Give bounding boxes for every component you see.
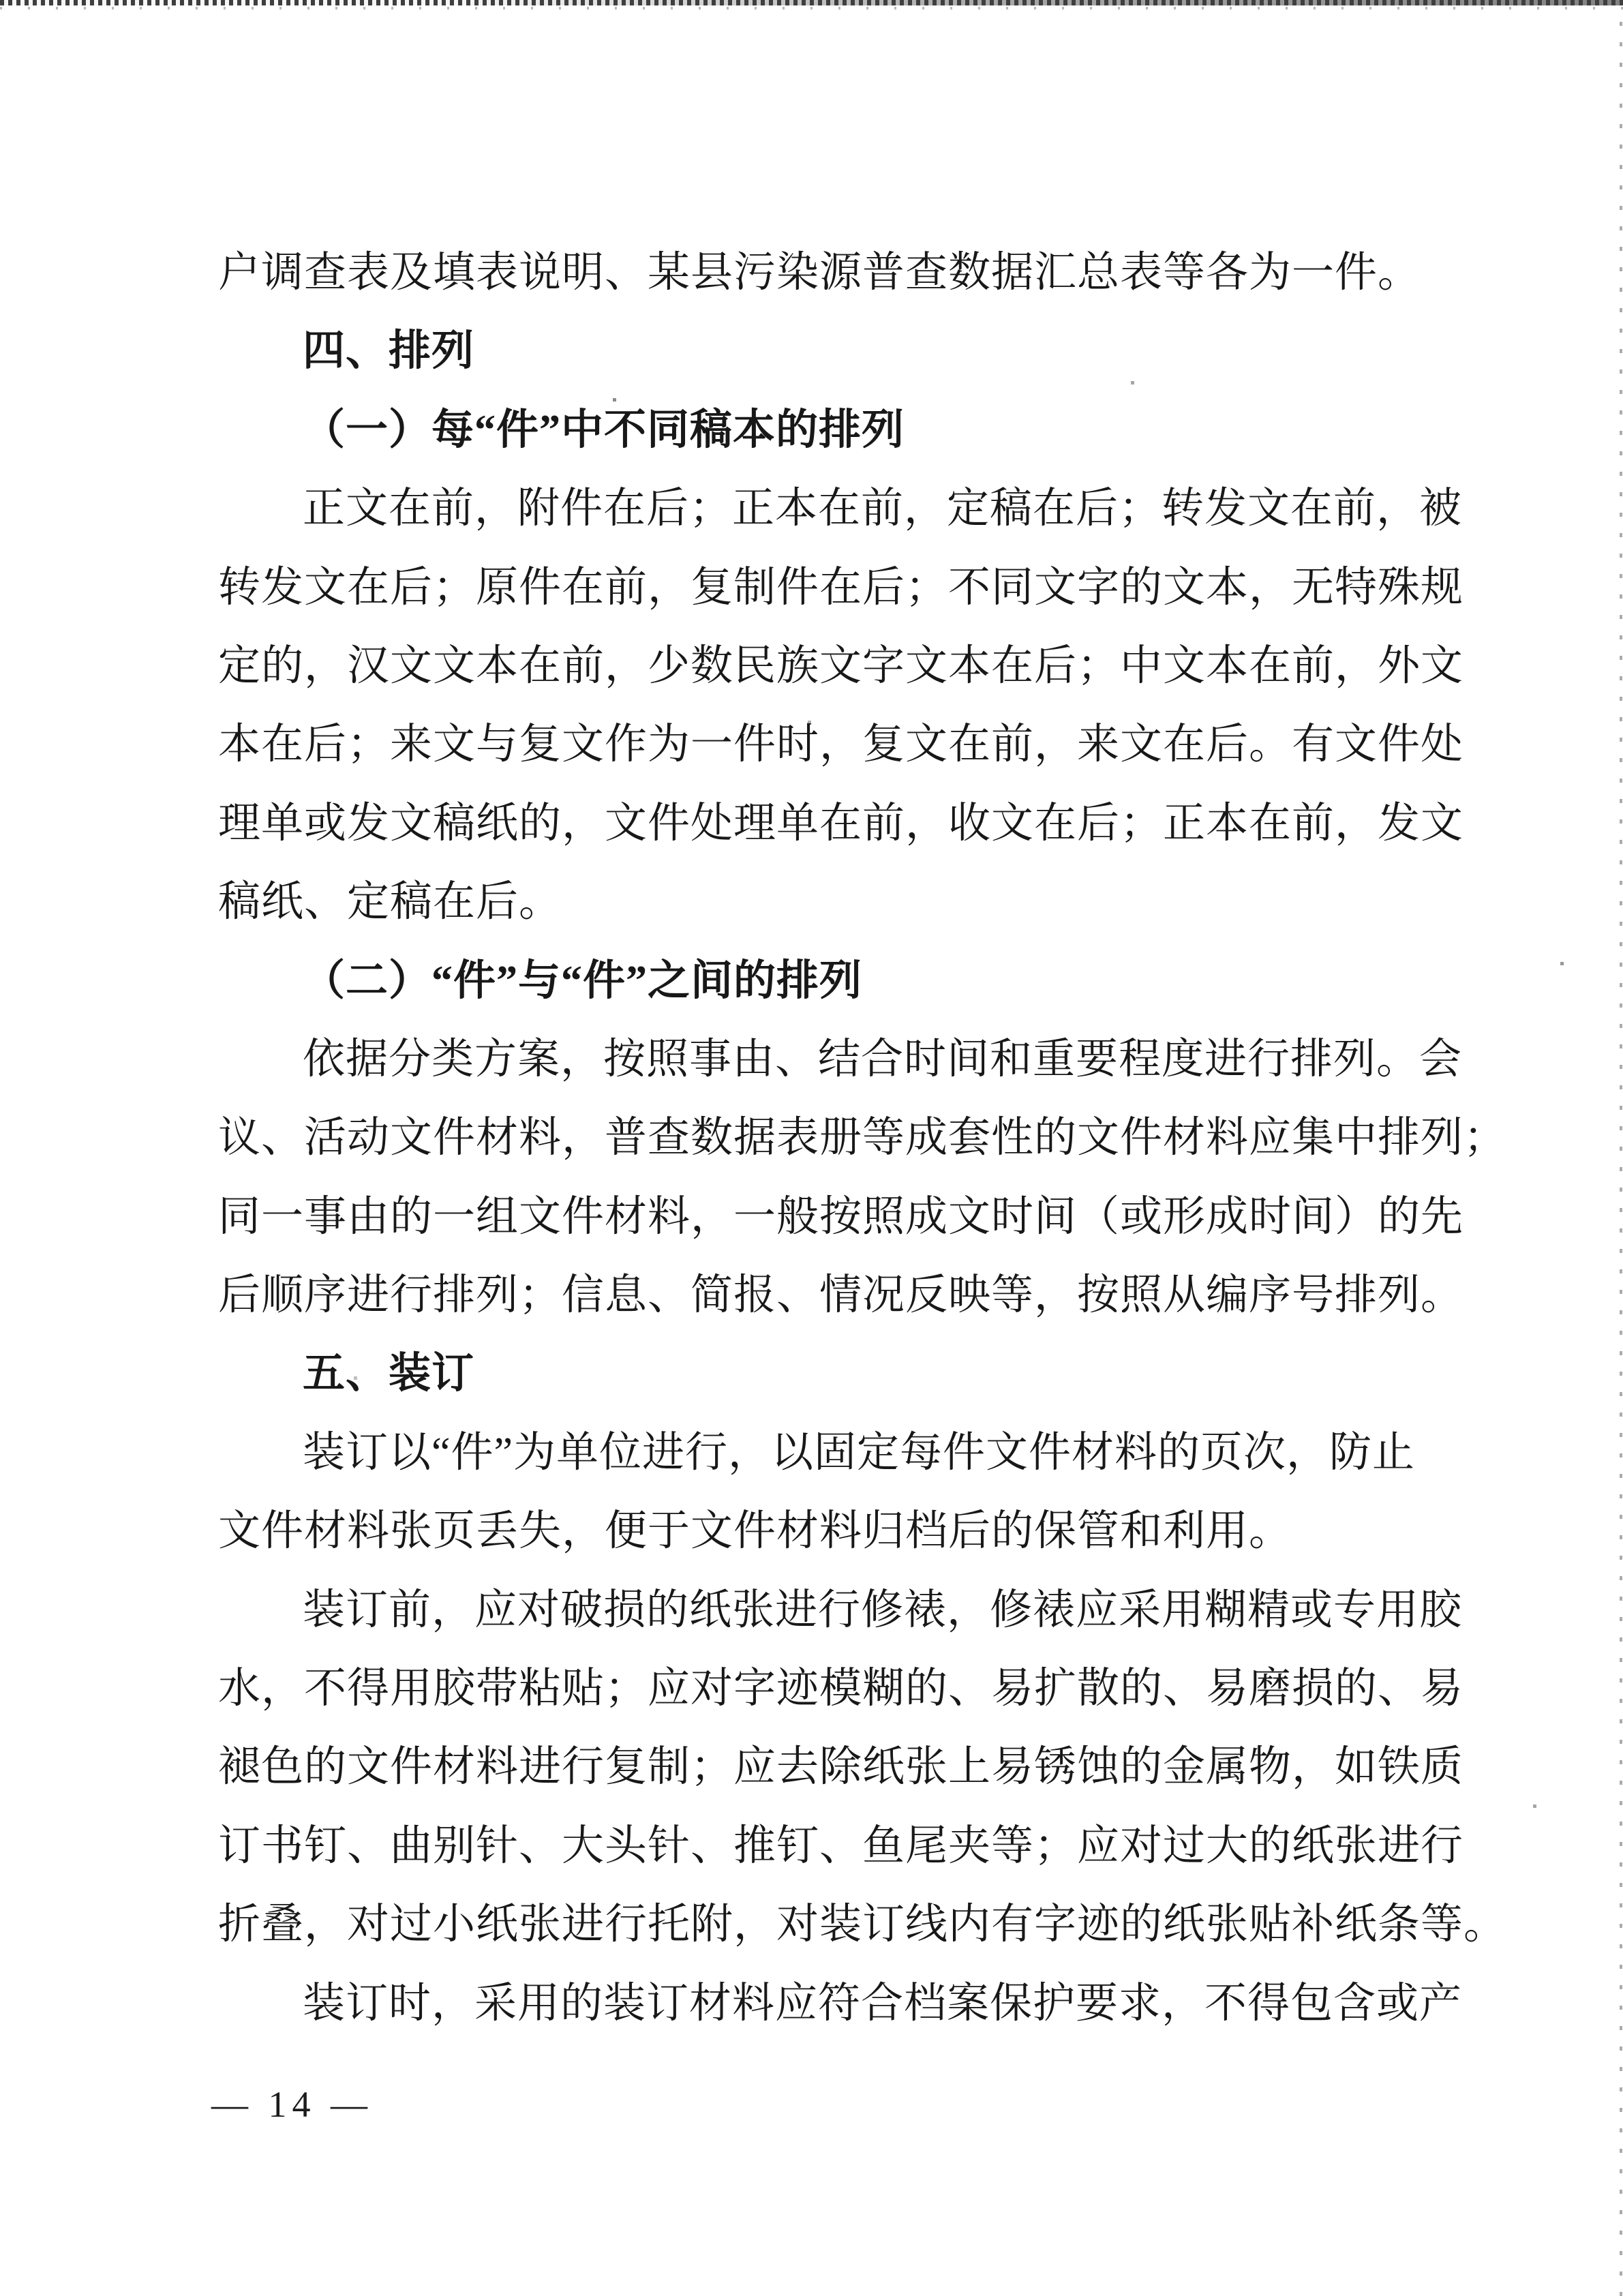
scan-specks — [0, 0, 2, 2]
body-continuation: 水，不得用胶带粘贴；应对字迹模糊的、易扩散的、易磨损的、易 — [218, 1665, 1464, 1712]
body-indent: 依据分类方案，按照事由、结合时间和重要程度进行排列。会 — [303, 1036, 1463, 1083]
body-indent: 装订前，应对破损的纸张进行修裱，修裱应采用糊精或专用胶 — [303, 1586, 1463, 1633]
body-continuation: 户调查表及填表说明、某县污染源普查数据汇总表等各为一件。 — [218, 250, 1421, 296]
body-continuation: 本在后；来文与复文作为一件时，复文在前，来文在后。有文件处 — [218, 721, 1464, 768]
body-continuation: 订书钉、曲别针、大头针、推钉、鱼尾夹等；应对过大的纸张进行 — [218, 1822, 1464, 1869]
body-continuation: 同一事由的一组文件材料，一般按照成文时间（或形成时间）的先 — [218, 1193, 1464, 1240]
body-continuation: 折叠，对过小纸张进行托附，对装订线内有字迹的纸张贴补纸条等。 — [218, 1901, 1507, 1948]
body-continuation: 转发文在后；原件在前，复制件在后；不同文字的文本，无特殊规 — [218, 564, 1464, 611]
body-indent: 正文在前，附件在后；正本在前，定稿在后；转发文在前，被 — [303, 485, 1463, 532]
body-continuation: 理单或发文稿纸的，文件处理单在前，收文在后；正本在前，发文 — [218, 800, 1464, 847]
body-continuation: 稿纸、定稿在后。 — [218, 879, 562, 926]
sub-heading: （二）“件”与“件”之间的排列 — [303, 957, 863, 1004]
body-continuation: 后顺序进行排列；信息、简报、情况反映等，按照从编序号排列。 — [218, 1272, 1464, 1319]
body-continuation: 议、活动文件材料，普查数据表册等成套性的文件材料应集中排列； — [218, 1115, 1507, 1162]
body-indent: 装订时，采用的装订材料应符合档案保护要求，不得包含或产 — [303, 1980, 1463, 2027]
body-continuation: 定的，汉文文本在前，少数民族文字文本在后；中文本在前，外文 — [218, 642, 1464, 689]
sub-heading: （一）每“件”中不同稿本的排列 — [303, 406, 905, 453]
scan-noise-top-edge — [0, 0, 1623, 5]
section-heading: 四、排列 — [303, 328, 475, 375]
body-indent: 装订以“件”为单位进行，以固定每件文件材料的页次，防止 — [303, 1429, 1416, 1476]
section-heading: 五、装订 — [303, 1350, 475, 1398]
scan-noise-right-edge — [1620, 0, 1622, 2296]
page-number: — 14 — — [211, 2084, 373, 2125]
scan-noise-top-dots — [0, 7, 1623, 10]
body-continuation: 文件材料张页丢失，便于文件材料归档后的保管和利用。 — [218, 1508, 1292, 1555]
body-continuation: 褪色的文件材料进行复制；应去除纸张上易锈蚀的金属物，如铁质 — [218, 1744, 1464, 1791]
document-body — [218, 234, 1507, 2043]
